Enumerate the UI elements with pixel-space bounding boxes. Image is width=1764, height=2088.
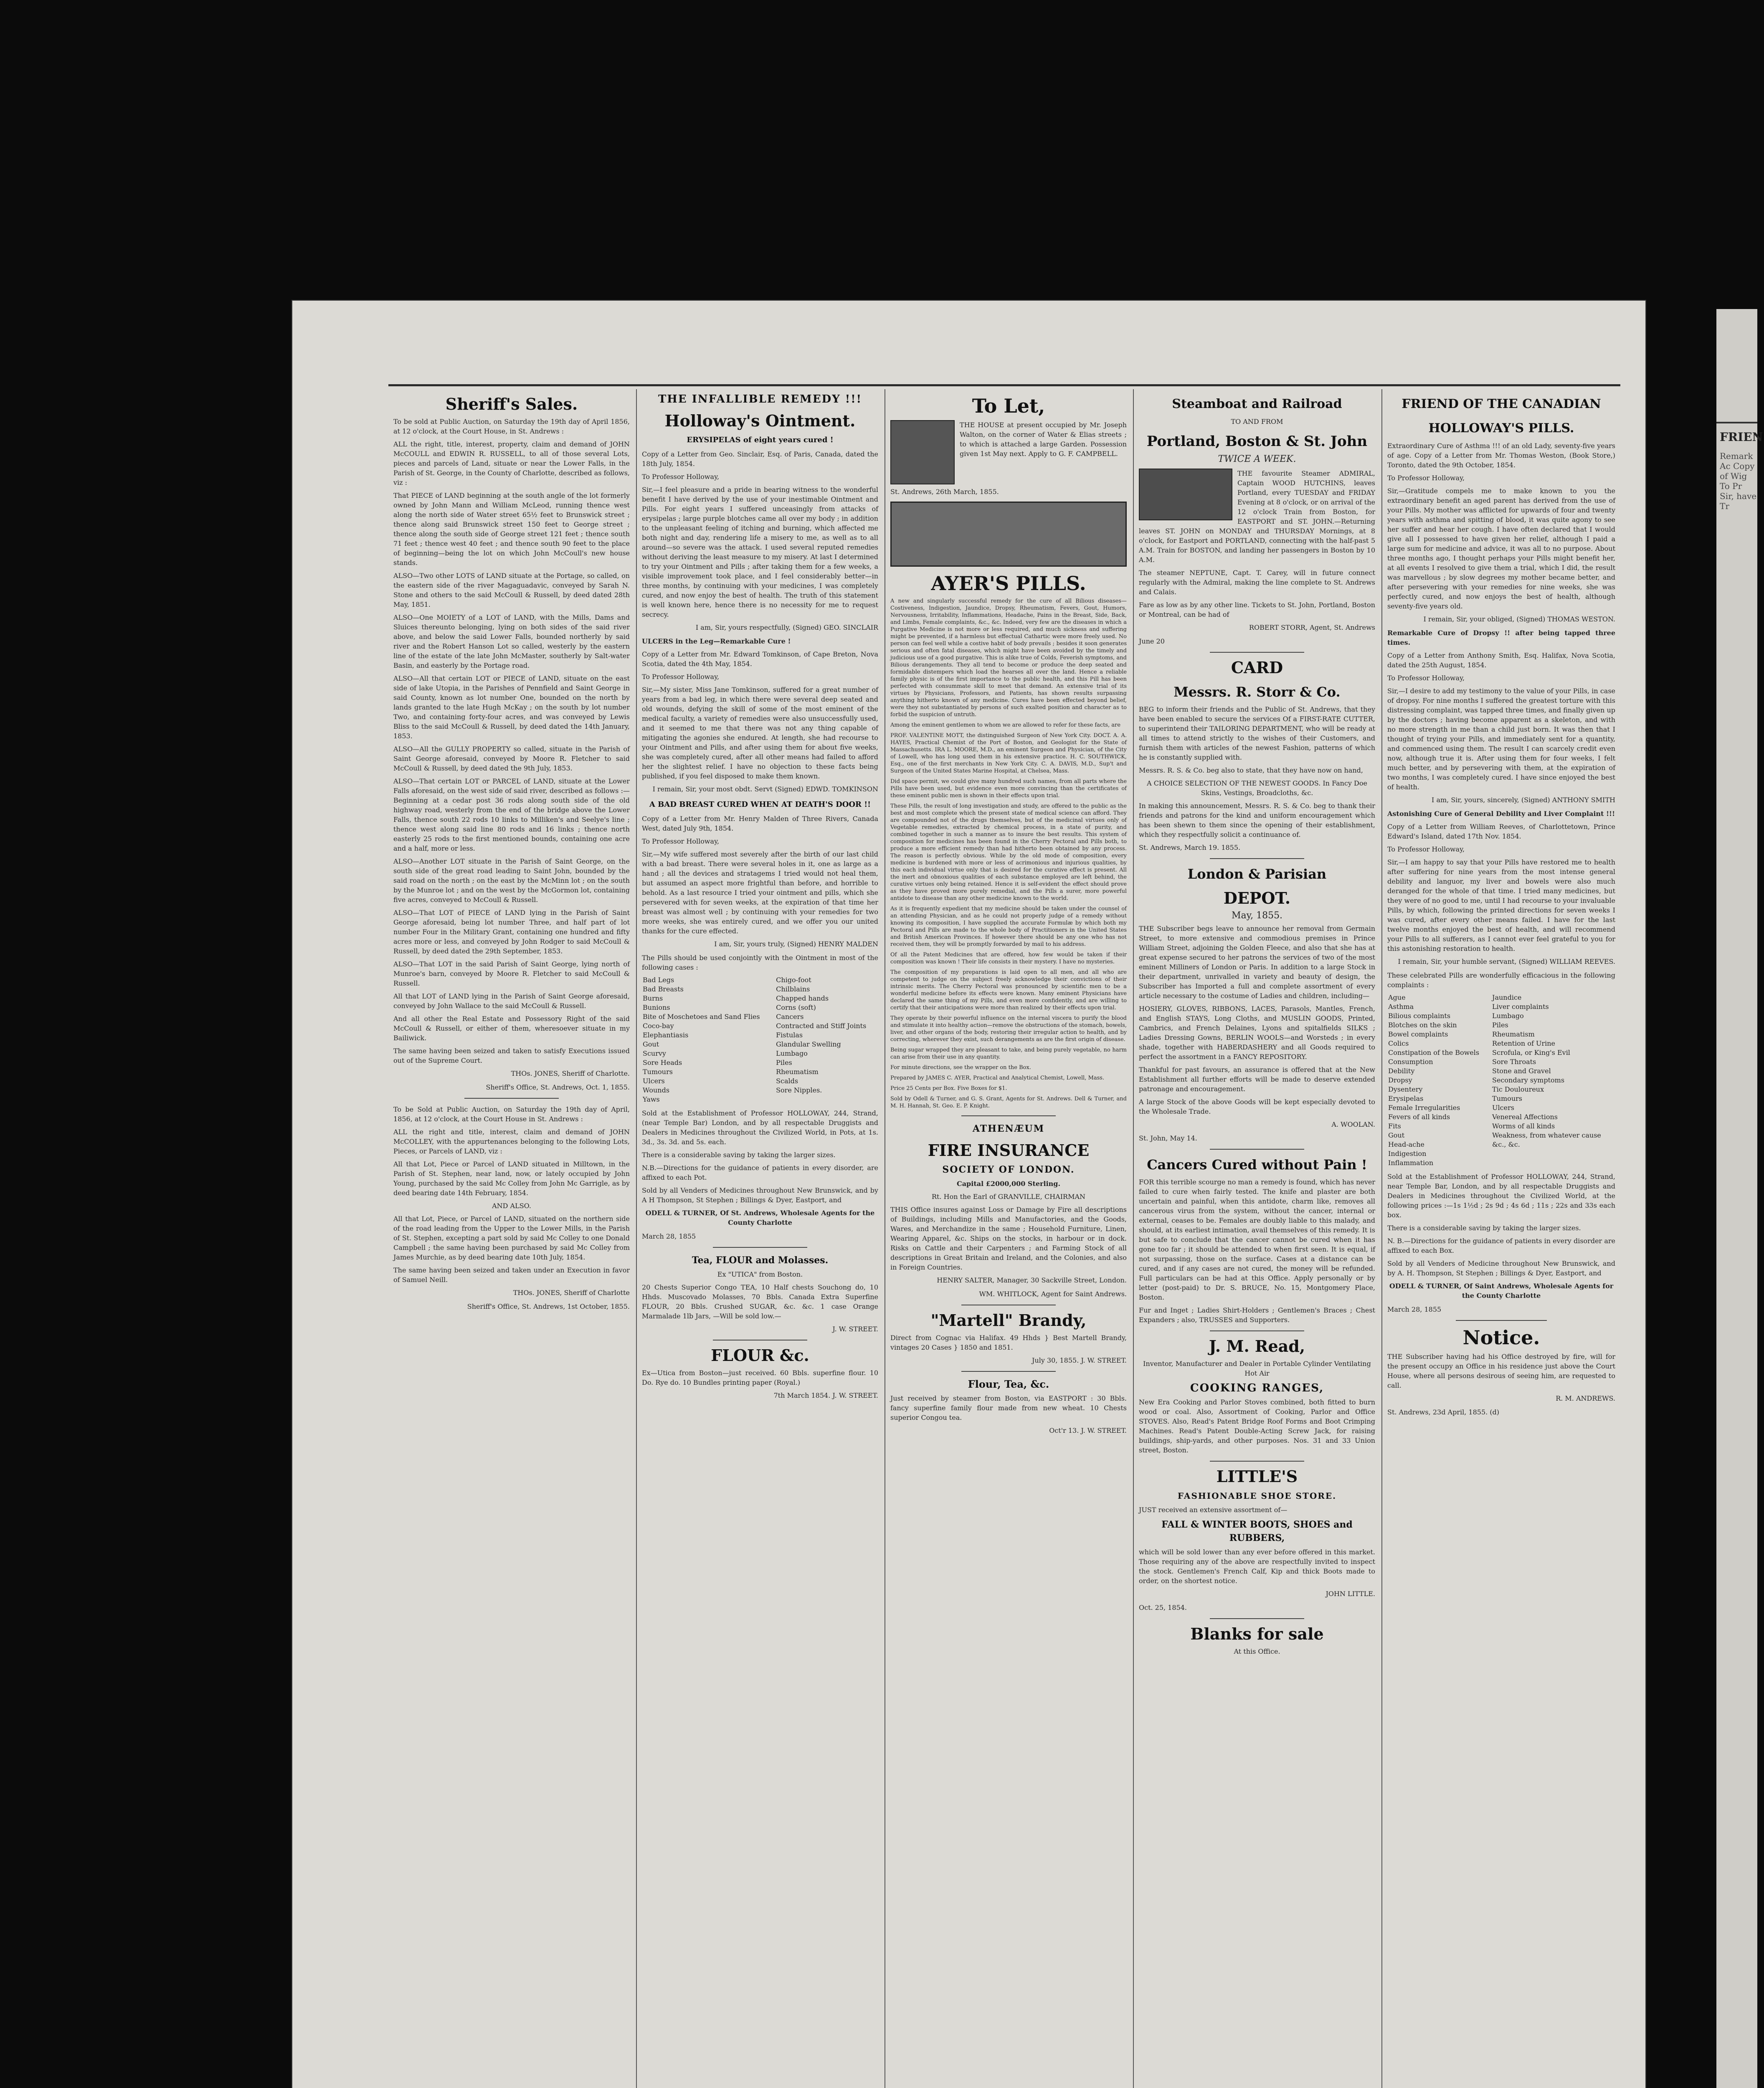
ailment — [775, 1095, 878, 1104]
ailment: Burns — [643, 994, 663, 1002]
ailment: Gout — [1388, 1131, 1405, 1139]
holloway-p7: Copy of a Letter from Mr. Henry Malden of Three Rivers, Canada West, dated July 9th, 1854. — [642, 815, 878, 832]
ailment: Scrofula, or King's Evil — [1492, 1049, 1570, 1057]
ailment: Cancers — [776, 1013, 804, 1021]
sheriff-q4: AND ALSO. — [492, 1202, 531, 1210]
blanks-sub: At this Office. — [1234, 1647, 1280, 1655]
friend-p9: Sir,—I am happy to say that your Pills have restored me to health after suffering for nine years from the most intense general debility and languor, my liver and bowels were also much deranged for the whole of that time. I tried many medicines, but they were of no good to me, until I had recourse to your invaluable Pills, by which, following the printed directions for seven weeks I was cured, after every other means failed. I have for the last twelve months enjoyed the best of health, and will recommend your Pills to all sufferers, as I cannot ever feel grateful to you for this astonishing restoration to health. — [1387, 858, 1615, 953]
ailment: Fits — [1388, 1122, 1401, 1130]
sheriff-p10: ALSO—That LOT of PIECE of LAND lying in the Parish of Saint George aforesaid, being lot number Three, and half part of lot number Four in the Military Grant, containing one hundred and fifty acres more or less, and conveyed by John Rodger to said McCoull & Russell, by deed dated the 29th September, 1853. — [393, 909, 630, 955]
ailment: Scurvy — [643, 1049, 666, 1057]
ailment: Colics — [1388, 1039, 1409, 1047]
steamboat-p3: Fare as low as by any other line. Tickets to St. John, Portland, Boston or Montreal, can be had of — [1139, 601, 1375, 618]
divider — [1210, 652, 1304, 653]
friend-p14: Sold by all Venders of Medicine throughout New Brunswick, and by A. H. Thompson, St Stephen ; Billings & Dyer, Eastport, and — [1387, 1259, 1615, 1277]
fire-insurance-heading: FIRE INSURANCE — [928, 1141, 1090, 1160]
ailment: Bowel complaints — [1388, 1030, 1448, 1038]
ailment: Rheumatism — [776, 1068, 819, 1076]
ailment: Blotches on the skin — [1388, 1021, 1457, 1029]
ailment: Stone and Gravel — [1492, 1067, 1551, 1075]
athenaeum-agent: WM. WHITLOCK, Agent for Saint Andrews. — [979, 1290, 1127, 1298]
divider — [961, 1371, 1056, 1372]
ailment: Consumption — [1388, 1058, 1433, 1066]
divider — [464, 1098, 559, 1099]
ailment: Corns (soft) — [776, 1003, 816, 1011]
adjacent-page-text: Remark Ac Copy of Wig To Pr Sir, have Tr — [1720, 451, 1757, 511]
cancers-heading: Cancers Cured without Pain ! — [1147, 1157, 1367, 1173]
holloway-date: March 28, 1855 — [642, 1232, 696, 1240]
depot-heading: London & Parisian — [1187, 866, 1327, 882]
divider — [1210, 858, 1304, 859]
ailment: Weakness, from whatever cause — [1492, 1131, 1601, 1139]
martell-heading: "Martell" Brandy, — [930, 1311, 1087, 1330]
ailment: Inflammation — [1388, 1159, 1434, 1167]
holloway-sig3: I am, Sir, yours truly, (Signed) HENRY MALDEN — [714, 940, 878, 948]
ailment: Liver complaints — [1492, 1003, 1549, 1011]
friend-p11: Sold at the Establishment of Professor HOLLOWAY, 244, Strand, near Temple Bar, London, and by all respectable Druggists and Dealers in Medicines throughout the Civilized World, at the following prices :—1s 1½d ; 2s 9d ; 4s 6d ; 11s ; 22s and 33s each box. — [1387, 1173, 1615, 1219]
depot-p1: THE Subscriber begs leave to announce her removal from Germain Street, to more extensive and commodious premises in Prince William Street, adjoining the Golden Fleece, and also that she has at great expense secured to her patrons the services of two of the most eminent Milliners of London or Paris. In addition to a large Stock in their department, unrivalled in variety and beauty of design, the Subscriber has Imported a full and complete assortment of every article necessary to the costume of Ladies and children, including— — [1139, 925, 1375, 1000]
ailment: Bunions — [643, 1003, 670, 1011]
jm-read-heading: J. M. Read, — [1209, 1337, 1305, 1356]
sheriff-p1: To be sold at Public Auction, on Saturday the 19th day of April 1856, at 12 o'clock, at the Court House, in St. Andrews : — [393, 418, 630, 435]
sheriff-signature: THOs. JONES, Sheriff of Charlotte. — [511, 1069, 630, 1077]
friend-ailments-table — [1387, 993, 1615, 1168]
flour-tea-heading: Flour, Tea, &c. — [968, 1378, 1049, 1390]
steamboat-frequency: TWICE A WEEK. — [1218, 454, 1296, 464]
ailment: Chigo-foot — [776, 976, 811, 984]
notice-signature: R. M. ANDREWS. — [1556, 1394, 1615, 1402]
steamboat-p1: THE favourite Steamer ADMIRAL, Captain WOOD HUTCHINS, leaves Portland, every TUESDAY and FRIDAY Evening at 8 o'clock, or on arrival of the 12 o'clock Train from Boston, for EASTPORT and ST. JOHN.—Returning leaves ST. JOHN on MONDAY and THURSDAY Mornings, at 8 o'clock, for Eastport and PORTLAND, connecting with the half-past 5 A.M. Train for BOSTON, and landing her passengers in Boston by 10 A.M. — [1139, 469, 1375, 564]
friend-p3: Sir,—Gratitude compels me to make known to you the extraordinary benefit an aged parent has derived from the use of your Pills. My mother was afflicted for upwards of four and twenty years with asthma and spitting of blood, it was quite agony to see her suffer and hear her cough. I have often declared that I would give all I possessed to have given her relief, although I paid a large sum for medicine and advice, it was all to no purpose. About three months ago, I thought perhaps your Pills might benefit her, at all events I resolved to give them a trial, which I did, the result was marvellous ; by slow degrees my mother became better, and after persevering with your remedies for nine weeks, she was perfectly cured, and now enjoys the best of health, although seventy-five years old. — [1387, 487, 1615, 610]
ailment: Worms of all kinds — [1492, 1122, 1555, 1130]
ailment: Sore Throats — [1492, 1058, 1536, 1066]
steamboat-p2: The steamer NEPTUNE, Capt. T. Carey, will in future connect regularly with the Admiral, making the line complete to St. Andrews and Calais. — [1139, 569, 1375, 596]
holloway-sig2: I remain, Sir, your most obdt. Servt (Signed) EDWD. TOMKINSON — [652, 785, 878, 793]
steamboat-date: June 20 — [1139, 637, 1165, 645]
ailment: Dropsy — [1388, 1076, 1412, 1084]
ailment: Contracted and Stiff Joints — [776, 1022, 867, 1030]
holloway-title: Holloway's Ointment. — [664, 411, 856, 430]
sheriff-q5: All that Lot, Piece, or Parcel of LAND, situated on the northern side of the road leading from the Upper to the Lower Mills, in the Parish of St. Stephen, excepting a part sold by said Mc Colley to one Donald Campbell ; the same having been purchased by said Mc Colley from James Murchie, as by deed bearing date 10th July, 1854. — [393, 1215, 630, 1261]
sheriff-p11: ALSO—That LOT in the said Parish of Saint George, lying north of Munroe's barn, conveyed by Moore R. Fletcher to said McCoull & Russell. — [393, 960, 630, 987]
sheriff-q3: All that Lot, Piece or Parcel of LAND situated in Milltown, in the Parish of St. Stephen, near land, now, or lately occupied by John Young, purchased by the said Mc Colley from John Mc Garrigle, as by deed bearing date 14th February, 1854. — [393, 1160, 630, 1197]
athenaeum-society: SOCIETY OF LONDON. — [942, 1164, 1075, 1175]
flour-tea-date: Oct'r 13. J. W. STREET. — [1049, 1427, 1127, 1434]
friend-p5: To Professor Holloway, — [1387, 674, 1465, 682]
friend-sig2: I am, Sir, yours, sincerely, (Signed) ANTHONY SMITH — [1432, 796, 1615, 804]
column-steamboat-ads — [1134, 389, 1380, 2088]
holloway-kicker: THE INFALLIBLE REMEDY !!! — [658, 393, 862, 405]
sheriff-office-date: Sheriff's Office, St. Andrews, Oct. 1, 1855. — [486, 1083, 630, 1091]
friend-p6: Sir,—I desire to add my testimony to the value of your Pills, in case of dropsy. For nine months I suffered the greatest torture with this distressing complaint, was tapped three times, and finally given up by the doctors ; having become apparent as a skeleton, and with no more strength in me than a child just born. It was then that I thought of trying your Pills, and immediately sent for a quantity, and commenced using them. The result I can scarcely credit even now, although true it is. After using them for four weeks, I felt much better, and by persevering with them, at the expiration of two months, I was completely cured. I have since enjoyed the best of health. — [1387, 687, 1615, 791]
ailment — [1491, 1158, 1615, 1168]
ailment: Chapped hands — [776, 994, 829, 1002]
flour-line1: Ex—Utica from Boston—just received. 60 Bbls. superfine flour. 10 Do. Rye do. 10 Bundles printing paper (Royal.) — [642, 1369, 878, 1386]
sheriff-p3: That PIECE of LAND beginning at the south angle of the lot formerly owned by John Mann and William McLeod, running thence west along the north side of Water street 65½ feet to Brunswick street ; thence along said Brunswick street 150 feet to George street ; thence along the south side of George street 121 feet ; thence south 71 feet ; thence west 40 feet ; and thence south 90 feet to the place of beginning—being the lot on which John McCoull's new house stands. — [393, 492, 630, 567]
depot-title: DEPOT. — [1223, 889, 1291, 907]
ailment: Elephantiasis — [643, 1031, 689, 1039]
column-holloway-ointment — [637, 389, 883, 2088]
blanks-heading: Blanks for sale — [1190, 1624, 1324, 1643]
sheriff-p6: ALSO—All that certain LOT or PIECE of LAND, situate on the east side of lake Utopia, in the Parishes of Pennfield and Saint George in said County, known as lot number One, bounded on the north by lands granted to the late Hugh McKay ; on the south by lot number Two, and containing forty-four acres, and was conveyed by Lewis Bliss to the said McCoull & Russell, by deed dated the 14th January, 1853. — [393, 674, 630, 740]
ailment: Indigestion — [1388, 1150, 1427, 1158]
athenaeum-kicker: ATHENÆUM — [972, 1123, 1045, 1134]
athenaeum-capital: Capital £2000,000 Sterling. — [956, 1180, 1061, 1188]
ayer-p8: The composition of my preparations is laid open to all men, and all who are competent to judge on the subject freely acknowledge their convictions of their intrinsic merits. The Cherry Pectoral was pronounced by scientific men to be a wonderful medicine before its effects were known. Many eminent Physicians have declared the same thing of my Pills, and even more confidently, and are willing to certify that their anticipations were more than realized by their effects upon trial. — [890, 969, 1127, 1011]
ailment: Fistulas — [776, 1031, 803, 1039]
ailment: Head-ache — [1388, 1140, 1424, 1148]
flour-tea-body: Just received by steamer from Boston, via EASTPORT : 30 Bbls. fancy superfine family flour made from new wheat. 10 Chests superior Congou tea. — [890, 1394, 1127, 1422]
sheriff-p9: ALSO—Another LOT situate in the Parish of Saint George, on the south side of the great road leading to Saint John, bounded by the said road on the north ; on the east by the McMinn lot ; on the south by the Munroe lot ; and on the west by the McGormon lot, containing five acres, conveyed to McCoull & Russell. — [393, 857, 630, 904]
depot-signature: A. WOOLAN. — [1331, 1120, 1375, 1128]
friend-p10: These celebrated Pills are wonderfully efficacious in the following complaints : — [1387, 971, 1615, 989]
divider — [1210, 1461, 1304, 1462]
divider — [1210, 1149, 1304, 1150]
friend-p7: Copy of a Letter from William Reeves, of Charlottetown, Prince Edward's Island, dated 17th Nov. 1854. — [1387, 823, 1615, 840]
card-p1: BEG to inform their friends and the Public of St. Andrews, that they have been enabled to secure the services Of a FIRST-RATE CUTTER, to superintend their TAILORING DEPARTMENT, who will be ready at all times to attend strictly to the wishes of their Customers, and furnish them with articles of the newest Fashion, patterns of which he is constantly supplied with. — [1139, 705, 1375, 761]
ailment: Erysipelas — [1388, 1095, 1424, 1102]
ailment: Asthma — [1388, 1003, 1414, 1011]
ailment: Tumours — [1492, 1095, 1522, 1102]
ailment: Yaws — [643, 1095, 660, 1103]
notice-date: St. Andrews, 23d April, 1855. (d) — [1387, 1408, 1500, 1416]
tea-flour-heading: Tea, FLOUR and Molasses. — [692, 1255, 829, 1266]
ailment: Jaundice — [1492, 993, 1522, 1001]
sheriff-p7: ALSO—All the GULLY PROPERTY so called, situate in the Parish of Saint George aforesaid, conveyed by Moore R. Fletcher to said McCoull & Russell, by deed dated the 9th July, 1853. — [393, 745, 630, 772]
ailment: Lumbago — [1492, 1012, 1524, 1020]
top-rule — [388, 384, 1620, 386]
ailment: Female Irregularities — [1388, 1104, 1460, 1112]
sheriff-p5: ALSO—One MOIETY of a LOT of LAND, with the Mills, Dams and Sluices thereunto belonging, lying on both sides of the said river above, and below the said Lower Falls, bounded northerly by said river and the Robert Hanson Lot so called, westerly by the eastern line of the estate of the late John McMaster, southerly by Salt-water Basin, and easterly by the Portage road. — [393, 613, 630, 669]
friend-heading: FRIEND OF THE CANADIAN — [1402, 397, 1601, 411]
ailment: Retention of Urine — [1492, 1039, 1555, 1047]
sheriff-p4: ALSO—Two other LOTS of LAND situate at the Portage, so called, on the eastern side of the river Magaguadavic, conveyed by Sarah N. Stone and others to the said McCoull & Russell, by deed dated 28th May, 1851. — [393, 572, 630, 608]
friend-sub1: Remarkable Cure of Dropsy !! after being tapped three times. — [1387, 629, 1615, 646]
notice-heading: Notice. — [1462, 1326, 1540, 1349]
ayer-p3: PROF. VALENTINE MOTT, the distinguished Surgeon of New York City. DOCT. A. A. HAYES, Practical Chemist of the Port of Boston, and Geologist for the State of Massachusetts. IRA L. MOORE, M.D., an eminent Surgeon and Physician, of the City of Lowell, who has long used them in his extensive practice. H. C. SOUTHWICK, Esq., one of the first merchants in New York City. C. A. DAVIS, M.D., Sup't and Surgeon of the United States Marine Hospital, at Chelsea, Mass. — [890, 732, 1127, 774]
holloway-p11: Sold at the Establishment of Professor HOLLOWAY, 244, Strand, (near Temple Bar) London, and by all respectable Druggists and Dealers in Medicines throughout the Civilized World, in Pots, at 1s. 3d., 3s. 3d. and 5s. each. — [642, 1109, 878, 1146]
ayer-p9: They operate by their powerful influence on the internal viscera to purify the blood and stimulate it into healthy action—remove the obstructions of the stomach, bowels, liver, and other organs of the body, restoring their irregular action to health, and by correcting, wherever they exist, such derangements as are the first origin of disease. — [890, 1015, 1127, 1043]
cancers-p2: Fur and Inget ; Ladies Shirt-Holders ; Gentlemen's Braces ; Chest Expanders ; also, TRUSSES and Supporters. — [1139, 1306, 1375, 1324]
friend-date: March 28, 1855 — [1387, 1305, 1442, 1313]
card-date: St. Andrews, March 19. 1855. — [1139, 844, 1241, 851]
holloway-sub3: A BAD BREAST CURED WHEN AT DEATH'S DOOR !! — [649, 800, 871, 809]
column-friend-of-canadian — [1382, 389, 1620, 2088]
ayer-p6: As it is frequently expedient that my medicine should be taken under the counsel of an attending Physician, and as he could not properly judge of a remedy without knowing its composition, I have supplied the accurate Formulæ by which both my Pectoral and Pills are made to the whole body of Practitioners in the United States and British American Provinces. If however there should be any one who has not received them, they will be promptly forwarded by mail to his address. — [890, 906, 1127, 948]
ailment: Sore Nipples. — [776, 1086, 822, 1094]
ailment: Ulcers — [643, 1077, 665, 1085]
ailment: &c., &c. — [1492, 1140, 1520, 1148]
friend-p4: Copy of a Letter from Anthony Smith, Esq. Halifax, Nova Scotia, dated the 25th August, 1854. — [1387, 651, 1615, 669]
divider — [713, 1247, 807, 1248]
ayers-pills-engraving — [890, 502, 1127, 567]
sheriff-q2: ALL the right and title, interest, claim and demand of JOHN McCOLLEY, with the appurtenances belonging to the following Lots, Pieces, or Parcels of LAND, viz : — [393, 1128, 630, 1155]
card-p2: Messrs. R. S. & Co. beg also to state, that they have now on hand, — [1139, 766, 1363, 774]
jm-read-p2: New Era Cooking and Parlor Stoves combined, both fitted to burn wood or coal. Also, Assortment of Cooking, Parlor and Office STOVES. Also, Read's Patent Bridge Roof Forms and Boot Crimping Machines. Read's Patent Double-Acting Screw Jack, for raising buildings, ship-yards, and other purposes. Nos. 31 and 33 Union street, Boston. — [1139, 1398, 1375, 1454]
ailment: Wounds — [643, 1086, 670, 1094]
depot-date: St. John, May 14. — [1139, 1134, 1197, 1142]
holloway-p4: Copy of a Letter from Mr. Edward Tomkinson, of Cape Breton, Nova Scotia, dated the 4th May, 1854. — [642, 650, 878, 668]
ayer-p13: Price 25 Cents per Box. Five Boxes for $1. — [890, 1085, 1007, 1092]
friend-p8: To Professor Holloway, — [1387, 845, 1465, 853]
flour-heading: FLOUR &c. — [711, 1346, 809, 1365]
sheriff-p14: The same having been seized and taken to satisfy Executions issued out of the Supreme Court. — [393, 1047, 630, 1064]
sheriff-p13: And all other the Real Estate and Possessory Right of the said McCoull & Russell, or either of them, wheresoever situate in my Bailiwick. — [393, 1015, 630, 1042]
holloway-p5: To Professor Holloway, — [642, 673, 720, 681]
to-let-date: St. Andrews, 26th March, 1855. — [890, 488, 999, 496]
adjacent-page-heading: FRIEN — [1720, 430, 1763, 444]
friend-sig3: I remain, Sir, your humble servant, (Signed) WILLIAM REEVES. — [1398, 958, 1615, 965]
holloway-sub1: ERYSIPELAS of eight years cured ! — [687, 436, 834, 444]
ailment: Scalds — [776, 1077, 798, 1085]
holloway-p9: Sir,—My wife suffered most severely after the birth of our last child with a bad breast. There were several holes in it, one as large as a hand ; all the devices and stratagems I tried would not heal them, but assumed an aspect more frightful than before, and horrible to behold. As a last resource I tried your ointment and pills, which she persevered with for seven weeks, at the expiration of that time her breast was almost well ; by continuing with your remedies for two more weeks, she was entirely cured, and we offer you our united thanks for the cure effected. — [642, 850, 878, 935]
holloway-pills-heading: HOLLOWAY'S PILLS. — [1428, 421, 1574, 436]
ayer-p4: Did space permit, we could give many hundred such names, from all parts where the Pills have been used, but evidence even more convincing than the certificates of these eminent public men is shown in their effects upon trial. — [890, 778, 1127, 799]
to-let-body: THE HOUSE at present occupied by Mr. Joseph Walton, on the corner of Water & Elias streets ; to which is attached a large Garden. Possession given 1st May next. Apply to G. F. CAMPBELL. — [960, 421, 1127, 458]
ailment: Dysentery — [1388, 1085, 1423, 1093]
sheriff-q6: The same having been seized and taken under an Execution in favor of Samuel Neill. — [393, 1266, 630, 1284]
ailment: Bite of Moschetoes and Sand Flies — [643, 1013, 760, 1021]
little-p1: JUST received an extensive assortment of— — [1139, 1506, 1288, 1514]
ayer-p11: For minute directions, see the wrapper on the Box. — [890, 1064, 1031, 1071]
shoe-store-heading: FASHIONABLE SHOE STORE. — [1177, 1491, 1337, 1501]
little-heading: LITTLE'S — [1216, 1467, 1298, 1486]
newspaper-page — [292, 301, 1645, 2088]
ailment: Rheumatism — [1492, 1030, 1535, 1038]
ailment: Secondary symptoms — [1492, 1076, 1565, 1084]
column-sheriffs-sales — [388, 389, 635, 2088]
ailment: Debility — [1388, 1067, 1415, 1075]
little-p2: which will be sold lower than any ever before offered in this market. Those requiring any of the above are respectfully invited to inspect the stock. Gentlemen's French Calf, Kip and thick Boots made to order, on the shortest notice. — [1139, 1548, 1375, 1585]
athenaeum-manager: HENRY SALTER, Manager, 30 Sackville Street, London. — [937, 1276, 1127, 1284]
sheriff-office-date-2: Sheriff's Office, St. Andrews, 1st October, 1855. — [467, 1302, 630, 1310]
ailment: Bad Legs — [643, 976, 674, 984]
notice-body: THE Subscriber having had his Office destroyed by fire, will for the present occupy an Office in his residence just above the Court House, where all persons desirous of seeing him, are requested to call. — [1387, 1353, 1615, 1389]
adjacent-page-rule — [1716, 422, 1757, 423]
ailment: Ulcers — [1492, 1104, 1514, 1112]
sheriff-q1: To be Sold at Public Auction, on Saturday the 19th day of April, 1856, at 12 o'clock, at the Court House in St. Andrews : — [393, 1105, 630, 1123]
ailment: Ague — [1388, 993, 1406, 1001]
ailment: Sore Heads — [643, 1059, 682, 1067]
ayer-p7: Of all the Patent Medicines that are offered, how few would be taken if their composition was known ! Their life consists in their mystery. I have no mysteries. — [890, 952, 1127, 965]
holloway-sub2: ULCERS in the Leg—Remarkable Cure ! — [642, 637, 791, 645]
ayers-pills-heading: AYER'S PILLS. — [931, 572, 1086, 595]
friend-p2: To Professor Holloway, — [1387, 474, 1465, 482]
ailment: Venereal Affections — [1492, 1113, 1558, 1121]
holloway-p8: To Professor Holloway, — [642, 837, 720, 845]
ailment: Chilblains — [776, 985, 810, 993]
tea-line2: 20 Chests Superior Congo TEA, 10 Half chests Souchong do, 10 Hhds. Muscovado Molasses, 70 Bbls. Canada Extra Superfine FLOUR, 20 Bbls. Crushed SUGAR, &c. &c. 1 case Orange Marmalade 1lb Jars, —Will be sold low.— — [642, 1283, 878, 1320]
holloway-p14: Sold by all Venders of Medicines throughout New Brunswick, and by A H Thompson, St Stephen ; Billings & Dyer, Eastport, and — [642, 1186, 878, 1204]
ailment: Coco-bay — [643, 1022, 674, 1030]
divider — [1210, 1330, 1304, 1331]
house-illustration — [890, 420, 955, 484]
adjacent-page-edge — [1716, 309, 1763, 2088]
holloway-p2: To Professor Holloway, — [642, 473, 720, 481]
depot-p4: A large Stock of the above Goods will be kept especially devoted to the Wholesale Trade. — [1139, 1098, 1375, 1115]
column-ayers-pills — [885, 389, 1132, 2088]
depot-p2: HOSIERY, GLOVES, RIBBONS, LACES, Parasols, Mantles, French, and English STAYS, Long Cloths, and MUSLIN GOODS, Printed, Cambrics, and French Delaines, Lyons and spitalfields SILKS ; Ladies Dressing Gowns, BERLIN WOOLS—and Worsteds ; in every shade, together with HABERDASHERY and all Goods required to perfect the assortment in a FANCY REPOSITORY. — [1139, 1005, 1375, 1061]
ayer-p14: Sold by Odell & Turner, and G. S. Grant, Agents for St. Andrews. Dell & Turner, and M. H. Hannah, St. Geo. E. P. Knight. — [890, 1096, 1127, 1109]
friend-p12: There is a considerable saving by taking the larger sizes. — [1387, 1224, 1581, 1232]
ailment: Constipation of the Bowels — [1388, 1049, 1480, 1057]
friend-sub2: Astonishing Cure of General Debility and Liver Complaint !!! — [1387, 810, 1615, 818]
to-let-heading: To Let, — [972, 395, 1045, 417]
depot-date-heading: May, 1855. — [1231, 910, 1283, 921]
holloway-p12: There is a considerable saving by taking the larger sizes. — [642, 1151, 836, 1159]
ayer-p5: These Pills, the result of long investigation and study, are offered to the public as the best and most complete which the present state of medical science can afford. They are compounded not of the drugs themselves, but of the medicinal virtues only of Vegetable remedies, extracted by chemical process, in a state of purity, and combined together in such a manner as to insure the best results. This system of composition for medicines has been found in the Cherry Pectoral and Pills both, to produce a more efficient remedy than had hitherto been obtained by any process. The reason is perfectly obvious. While by the old mode of composition, every medicine is burdened with more or less of acrimonious and injurious qualities, by this each individual virtue only that is desired for the curative effect is present. All the inert and obnoxious qualities of each substance employed are left behind, the curative virtues only being retained. Hence it is self-evident the effect should prove as they have proved more purely remedial, and the Pills a surer, more powerful antidote to disease than any other medicine known to the world. — [890, 803, 1127, 902]
steamship-illustration — [1139, 469, 1232, 520]
little-date: Oct. 25, 1854. — [1139, 1604, 1187, 1612]
ailment: Bad Breasts — [643, 985, 684, 993]
tea-signature: J. W. STREET. — [832, 1325, 878, 1333]
sheriff-p2: ALL the right, title, interest, property, claim and demand of JOHN McCOULL and EDWIN R. RUSSELL, to all of those several Lots, pieces and parcels of Land, situate or near the Lower Falls, in the Parish of St. George, in the County of Charlotte, described as follows, viz : — [393, 440, 630, 487]
ailment: Fevers of all kinds — [1388, 1113, 1450, 1121]
ailment — [1491, 1149, 1615, 1158]
ailment: Piles — [1492, 1021, 1508, 1029]
depot-p3: Thankful for past favours, an assurance is offered that at the New Establishment all further efforts will be made to deserve extended patronage and encouragement. — [1139, 1066, 1375, 1093]
athenaeum-body: THIS Office insures against Loss or Damage by Fire all descriptions of Buildings, including Mills and Manufactories, and the Goods, Wares, and Merchandize in the same ; Household Furniture, Linen, Wearing Apparel, &c. Ships on the stocks, in harbour or in dock. Risks on Cattle and their Carpenters ; and Farming Stock of all descriptions in Great Britain and Ireland, and the Colonies, and also in Foreign Countries. — [890, 1206, 1127, 1271]
martell-body: Direct from Cognac via Halifax. 49 Hhds } Best Martell Brandy, vintages 20 Cases } 1850 and 1851. — [890, 1334, 1127, 1351]
tea-line1: Ex "UTICA" from Boston. — [717, 1270, 803, 1278]
flour-signature: 7th March 1854. J. W. STREET. — [773, 1391, 878, 1399]
ailment: Glandular Swelling — [776, 1040, 841, 1048]
friend-p1: Extraordinary Cure of Asthma !!! of an old Lady, seventy-five years of age. Copy of a Letter from Mr. Thomas Weston, (Book Store,) Toronto, dated the 9th October, 1854. — [1387, 442, 1615, 469]
ayer-p2: Among the eminent gentlemen to whom we are allowed to refer for these facts, are — [890, 722, 1121, 728]
divider — [1456, 1320, 1547, 1321]
friend-p13: N. B.—Directions for the guidance of patients in every disorder are affixed to each Box. — [1387, 1237, 1615, 1254]
holloway-sig1: I am, Sir, yours respectfully, (Signed) GEO. SINCLAIR — [695, 623, 878, 631]
holloway-p10: The Pills should be used conjointly with the Ointment in most of the following cases : — [642, 954, 878, 971]
ailment: Piles — [776, 1059, 792, 1067]
card-p3: A CHOICE SELECTION OF THE NEWEST GOODS. In Fancy Doe Skins, Vestings, Broadcloths, &c. — [1147, 779, 1367, 797]
card-heading: CARD — [1231, 658, 1283, 677]
divider — [961, 1115, 1056, 1116]
holloway-p1: Copy of a Letter from Geo. Sinclair, Esq. of Paris, Canada, dated the 18th July, 1854. — [642, 450, 878, 468]
steamboat-to-from: TO AND FROM — [1231, 418, 1283, 426]
cancers-p1: FOR this terrible scourge no man a remedy is found, which has never failed to cure when fairly tested. The knife and plaster are both uncertain and painful, when this antidote, charm like, removes all cancerous virus from the system, without the cancer, internal or external, ceases to be. Females are doubly liable to this malady, and should, at its earliest intimation, avail themselves of this remedy. It is but safe to conclude that the cancer cannot be cured when it has gone too far ; it should be attended to when first seen. It is equal, if not surpassing, those on the surface. Cases at a distance can be cured, and if any cases are not cured, the money will be refunded. Full particulars can be had at this Office. Apply personally or by letter (post-paid) to Dr. S. BRUCE, No. 15, Montgomery Place, Boston. — [1139, 1178, 1375, 1301]
little-signature: JOHN LITTLE. — [1326, 1590, 1375, 1598]
steamboat-route: Portland, Boston & St. John — [1146, 433, 1368, 450]
cooking-ranges-heading: COOKING RANGES, — [1190, 1382, 1324, 1394]
athenaeum-chairman: Rt. Hon the Earl of GRANVILLE, CHAIRMAN — [931, 1193, 1086, 1201]
ayer-p1: A new and singularly successful remedy for the cure of all Bilious diseases—Costiveness, Indigestion, Jaundice, Dropsy, Rheumatism, Fevers, Gout, Humors, Nervousness, Irritability, Inflammations, Headache, Pains in the Breast, Side, Back, and Limbs, Female complaints, &c., &c. Indeed, very few are the diseases in which a Purgative Medicine is not more or less required, and much sickness and suffering might be prevented, if a harmless but effectual Cathartic were more freely used. No person can feel well while a costive habit of body prevails ; besides it soon generates serious and often fatal diseases, which might have been avoided by the timely and judicious use of a good purgative. This is alike true of Colds, Feverish symptoms, and Bilious derangements. They all tend to become or produce the deep seated and formidable distempers which load the hearses all over the land. Hence a reliable family physic is of the first importance to the public health, and this Pill has been perfected with consummate skill to meet that demand. An extensive trial of its virtues by Physicians, Professors, and Patients, has shown results surpassing anything hitherto known of any medicine. Cures have been effected beyond belief, were they not substantiated by persons of such exalted position and character as to forbid the suspicion of untruth. — [890, 598, 1127, 718]
ailment: Tumours — [643, 1068, 673, 1076]
ailment: Bilious complaints — [1388, 1012, 1451, 1020]
ailment: Lumbago — [776, 1049, 808, 1057]
steamboat-agent: ROBERT STORR, Agent, St. Andrews — [1249, 623, 1375, 631]
sheriff-p8: ALSO—That certain LOT or PARCEL of LAND, situate at the Lower Falls aforesaid, on the west side of said river, described as follows :—Beginning at a cedar post 36 rods along south side of the old highway road, westerly from the end of the bridge above the Lower Falls, thence south 22 rods 10 links to Milliken's and Seelye's line ; thence west along said line 80 rods and 16 links ; thence north easterly 25 rods to the first mentioned bounds, containing one acre and a half, more or less. — [393, 777, 630, 852]
holloway-ailments-table — [642, 976, 878, 1104]
card-p4: In making this announcement, Messrs. R. S. & Co. beg to thank their friends and patrons for the kind and uniform encouragement which has been shewn to them since the opening of their establishment, which they respectfully solicit a continuance of. — [1139, 802, 1375, 839]
friend-agents: ODELL & TURNER, Of Saint Andrews, Wholesale Agents for the County Charlotte — [1389, 1282, 1614, 1300]
ailment: Tic Douloureux — [1492, 1085, 1544, 1093]
sheriff-signature-2: THOs. JONES, Sheriff of Charlotte — [513, 1289, 630, 1297]
jm-read-p1: Inventor, Manufacturer and Dealer in Portable Cylinder Ventilating Hot Air — [1143, 1360, 1371, 1377]
boots-heading: FALL & WINTER BOOTS, SHOES and RUBBERS, — [1161, 1519, 1353, 1543]
sheriff-sales-heading: Sheriff's Sales. — [445, 395, 578, 413]
friend-sig1: I remain, Sir, your obliged, (Signed) THOMAS WESTON. — [1423, 615, 1615, 623]
holloway-p3: Sir,—I feel pleasure and a pride in bearing witness to the wonderful benefit I have derived by the use of your inestimable Ointment and Pills. For eight years I suffered unceasingly from attacks of erysipelas ; large purple blotches came all over my body ; in addition to the unpleasant feeling of itching and burning, which affected me both night and day, rendering life a misery to me, as well as to all around—so severe was the attack. I used several reputed remedies without deriving the least measure to my misery. At last I determined to try your Ointment and Pills ; after taking them for a few weeks, a visible improvement took place, and I feel considerably better—in three months, by continuing with your medicines, I was completely cured, and now enjoy the best of health. The truth of this statement is well known here, hence there is no necessity for me to request secrecy. — [642, 486, 878, 618]
divider — [1210, 1618, 1304, 1619]
holloway-p6: Sir,—My sister, Miss Jane Tomkinson, suffered for a great number of years from a bad leg, in which there were several deep seated and old wounds, defying the skill of some of the most eminent of the medical faculty, a variety of remedies were also unsuccessfully used, and it seemed to me that there was not any thing capable of mitigating the agonies she endured. At length, she had recourse to your Ointment and Pills, and after using them for about five weeks, she was completely cured, after all other means had failed to afford her the slightest relief. I have no objection to these facts being published, if you feel disposed to make them known. — [642, 686, 878, 780]
storr-heading: Messrs. R. Storr & Co. — [1173, 684, 1341, 700]
martell-date: July 30, 1855. J. W. STREET. — [1032, 1356, 1127, 1364]
ailment: Gout — [643, 1040, 659, 1048]
ayer-p10: Being sugar wrapped they are pleasant to take, and being purely vegetable, no harm can arise from their use in any quantity. — [890, 1047, 1127, 1060]
ayer-p12: Prepared by JAMES C. AYER, Practical and Analytical Chemist, Lowell, Mass. — [890, 1075, 1105, 1081]
holloway-p13: N.B.—Directions for the guidance of patients in every disorder, are affixed to each Pot. — [642, 1164, 878, 1181]
holloway-agents: ODELL & TURNER, Of St. Andrews, Wholesale Agents for the County Charlotte — [645, 1209, 875, 1226]
sheriff-p12: All that LOT of LAND lying in the Parish of Saint George aforesaid, conveyed by John Wallace to the said McCoull & Russell. — [393, 992, 630, 1010]
steamboat-heading: Steamboat and Railroad — [1172, 397, 1342, 411]
